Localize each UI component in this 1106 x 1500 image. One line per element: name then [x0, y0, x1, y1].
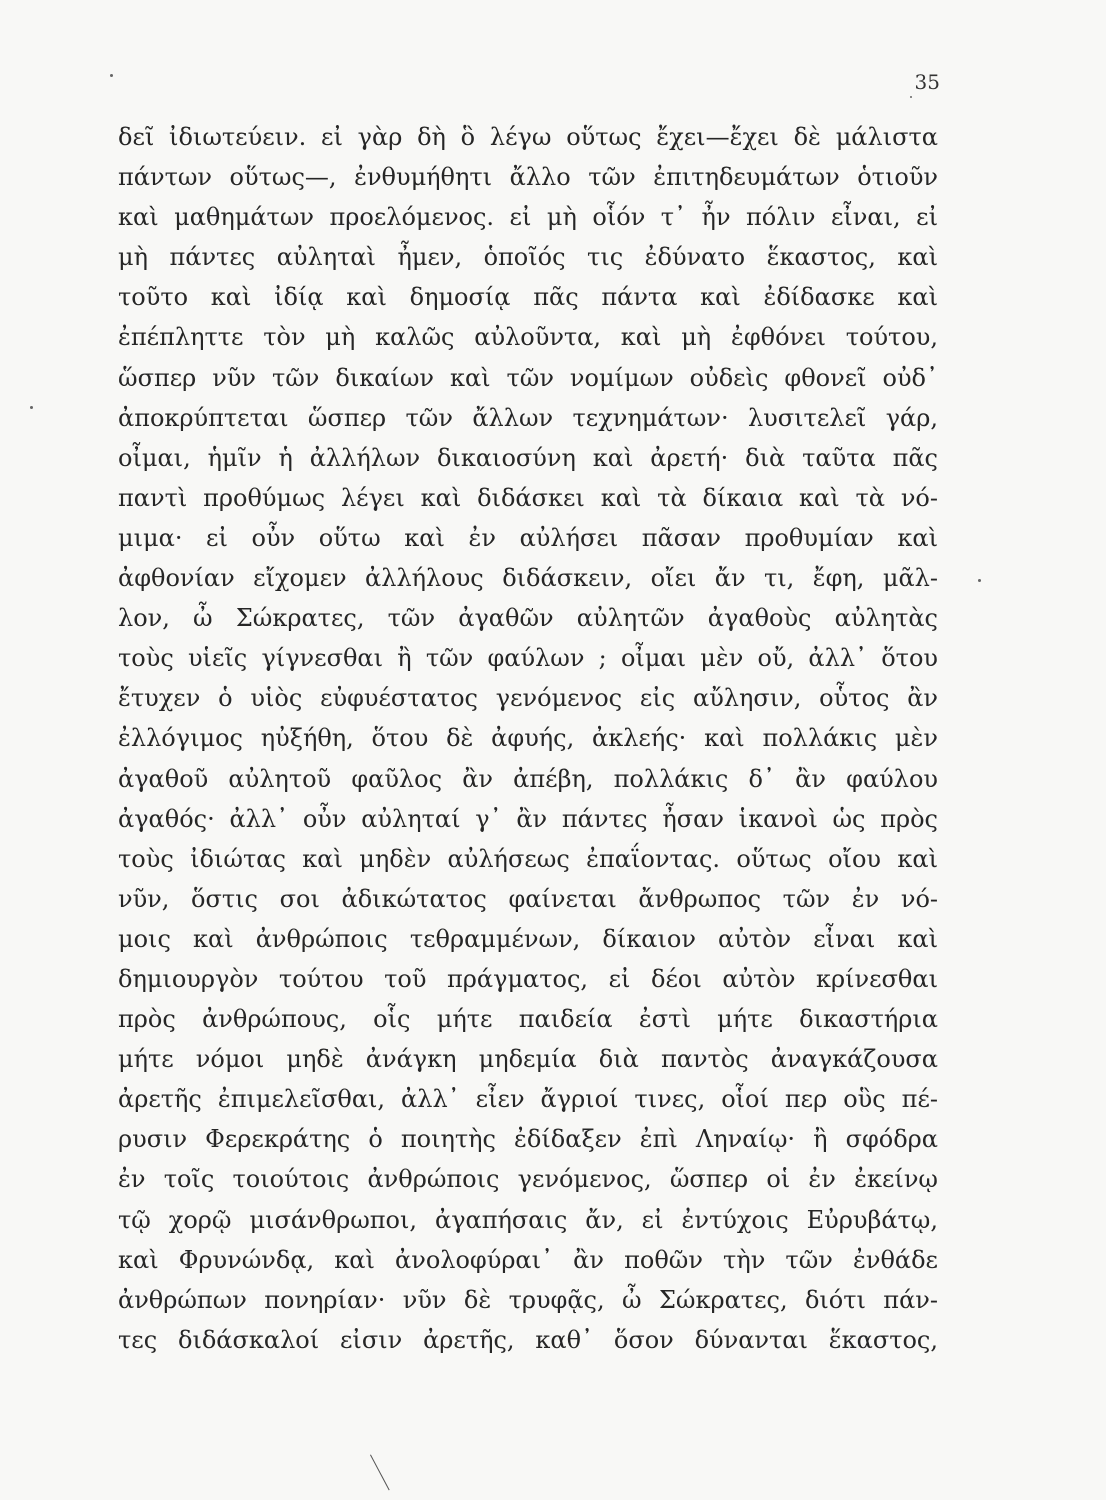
text-line: τοὺς υἱεῖς γίγνεσθαι ἢ τῶν φαύλων ; οἶμαι μὲν οὔ, ἀλλ᾽ ὅτου	[118, 644, 938, 673]
scan-mark	[370, 1444, 409, 1490]
text-line: τῷ χορῷ μισάνθρωποι, ἀγαπήσαις ἄν, εἰ ἐντύχοις Εὐρυβάτῳ,	[118, 1205, 938, 1234]
text-line: τες διδάσκαλοί εἰσιν ἀρετῆς, καθ᾽ ὅσον δύνανται ἕκαστος,	[118, 1325, 938, 1354]
text-line: τοὺς ἰδιώτας καὶ μηδὲν αὐλήσεως ἐπαΐοντας. οὕτως οἴου καὶ	[118, 844, 938, 873]
text-line: τοῦτο καὶ ἰδίᾳ καὶ δημοσίᾳ πᾶς πάντα καὶ ἐδίδασκε καὶ	[118, 283, 938, 312]
text-line: μοις καὶ ἀνθρώποις τεθραμμένων, δίκαιον αὐτὸν εἶναι καὶ	[118, 924, 938, 953]
scan-speck	[910, 96, 912, 98]
text-line: δημιουργὸν τούτου τοῦ πράγματος, εἰ δέοι αὐτὸν κρίνεσθαι	[118, 964, 938, 993]
text-line: καὶ μαθημάτων προελόμενος. εἰ μὴ οἷόν τ᾽ ἦν πόλιν εἶναι, εἰ	[118, 203, 938, 232]
text-line: ἀγαθοῦ αὐλητοῦ φαῦλος ἂν ἀπέβη, πολλάκις δ᾽ ἂν φαύλου	[118, 764, 938, 793]
text-line: πρὸς ἀνθρώπους, οἷς μήτε παιδεία ἐστὶ μήτε δικαστήρια	[118, 1005, 938, 1034]
text-line: οἶμαι, ἡμῖν ἡ ἀλλήλων δικαιοσύνη καὶ ἀρετή· διὰ ταῦτα πᾶς	[118, 443, 938, 472]
scan-speck	[110, 74, 113, 77]
scan-speck	[30, 406, 33, 409]
text-line: ἀποκρύπτεται ὥσπερ τῶν ἄλλων τεχνημάτων· λυσιτελεῖ γάρ,	[118, 403, 938, 432]
text-line: λον, ὦ Σώκρατες, τῶν ἀγαθῶν αὐλητῶν ἀγαθοὺς αὐλητὰς	[118, 604, 938, 633]
text-line: ἀφθονίαν εἴχομεν ἀλλήλους διδάσκειν, οἴει ἄν τι, ἔφη, μᾶλ-	[118, 564, 938, 593]
text-line: νῦν, ὅστις σοι ἀδικώτατος φαίνεται ἄνθρωπος τῶν ἐν νό-	[118, 884, 938, 913]
text-line: μὴ πάντες αὐληταὶ ἦμεν, ὁποῖός τις ἐδύνατο ἕκαστος, καὶ	[118, 243, 938, 272]
text-line: ἐν τοῖς τοιούτοις ἀνθρώποις γενόμενος, ὥσπερ οἱ ἐν ἐκείνῳ	[118, 1165, 938, 1194]
text-line: καὶ Φρυνώνδᾳ, καὶ ἀνολοφύραι᾽ ἂν ποθῶν τὴν τῶν ἐνθάδε	[118, 1245, 938, 1274]
scan-speck	[978, 579, 981, 582]
text-line: πάντων οὕτως—, ἐνθυμήθητι ἄλλο τῶν ἐπιτηδευμάτων ὁτιοῦν	[118, 163, 938, 192]
text-line: ἀρετῆς ἐπιμελεῖσθαι, ἀλλ᾽ εἶεν ἄγριοί τινες, οἷοί περ οὓς πέ-	[118, 1085, 938, 1114]
text-line: ἔτυχεν ὁ υἱὸς εὐφυέστατος γενόμενος εἰς αὔλησιν, οὗτος ἂν	[118, 684, 938, 713]
text-line: μιμα· εἰ οὖν οὕτω καὶ ἐν αὐλήσει πᾶσαν προθυμίαν καὶ	[118, 523, 938, 552]
text-line: ρυσιν Φερεκράτης ὁ ποιητὴς ἐδίδαξεν ἐπὶ Ληναίῳ· ἢ σφόδρα	[118, 1125, 938, 1154]
text-line: ἐλλόγιμος ηὐξήθη, ὅτου δὲ ἀφυής, ἀκλεής· καὶ πολλάκις μὲν	[118, 724, 938, 753]
text-line: ὥσπερ νῦν τῶν δικαίων καὶ τῶν νομίμων οὐδεὶς φθονεῖ οὐδ᾽	[118, 363, 938, 392]
text-line: παντὶ προθύμως λέγει καὶ διδάσκει καὶ τὰ δίκαια καὶ τὰ νό-	[118, 483, 938, 512]
page-number: 35	[914, 70, 940, 94]
text-line: ἀγαθός· ἀλλ᾽ οὖν αὐληταί γ᾽ ἂν πάντες ἦσαν ἱκανοὶ ὡς πρὸς	[118, 804, 938, 833]
text-line: μήτε νόμοι μηδὲ ἀνάγκη μηδεμία διὰ παντὸς ἀναγκάζουσα	[118, 1045, 938, 1074]
text-line: ἐπέπληττε τὸν μὴ καλῶς αὐλοῦντα, καὶ μὴ ἐφθόνει τούτου,	[118, 323, 938, 352]
text-line: ἀνθρώπων πονηρίαν· νῦν δὲ τρυφᾷς, ὦ Σώκρατες, διότι πάν-	[118, 1285, 938, 1314]
text-line: δεῖ ἰδιωτεύειν. εἰ γὰρ δὴ ὃ λέγω οὕτως ἔχει—ἔχει δὲ μάλιστα	[118, 123, 938, 151]
greek-text-body	[118, 117, 938, 1360]
